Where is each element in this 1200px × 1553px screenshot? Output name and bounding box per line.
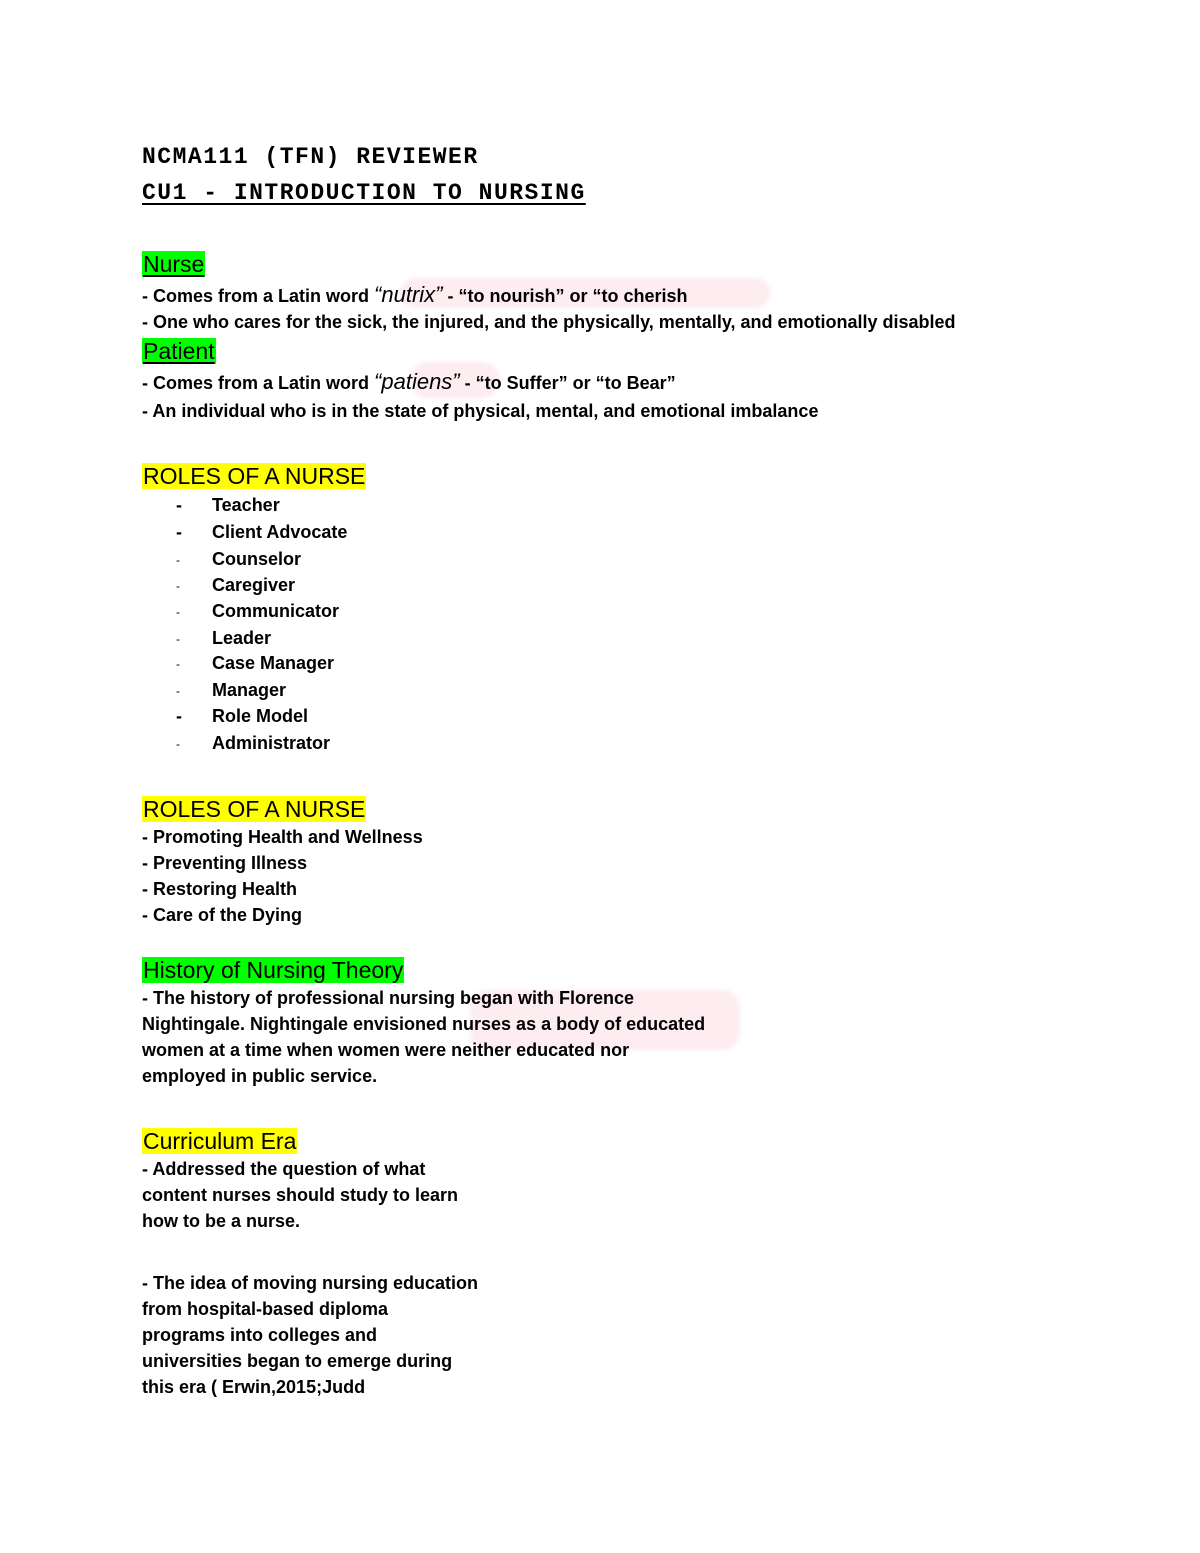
latin-word: “nutrix” — [374, 282, 443, 307]
list-bullet: - — [176, 684, 180, 698]
document-subtitle: CU1 - INTRODUCTION TO NURSING — [142, 180, 586, 206]
nurse-definition-2: - One who cares for the sick, the injured, and the physically, mentally, and emotionally disabled — [142, 312, 956, 332]
section-roles2-heading-wrap — [142, 795, 366, 823]
list-item: Teacher — [212, 495, 280, 515]
history-paragraph-line: employed in public service. — [142, 1066, 378, 1086]
list-item: Administrator — [212, 733, 331, 753]
roles2-item: - Care of the Dying — [142, 905, 303, 925]
list-bullet: - — [176, 657, 180, 671]
list-bullet: - — [176, 553, 180, 567]
section-curriculum-heading-wrap — [142, 1127, 297, 1155]
roles2-item: - Preventing Illness — [142, 853, 308, 873]
section-nurse-heading-wrap — [142, 250, 205, 278]
roles2-item: - Promoting Health and Wellness — [142, 827, 423, 847]
list-bullet: - — [176, 579, 180, 593]
text-fragment: - “to nourish” or “to cherish — [442, 286, 688, 306]
list-bullet: - — [176, 522, 182, 542]
text-fragment: - “to Suffer” or “to Bear” — [459, 373, 676, 393]
curriculum-paragraph-line: content nurses should study to learn — [142, 1185, 459, 1205]
list-bullet: - — [176, 605, 180, 619]
section-heading-history: History of Nursing Theory — [143, 957, 404, 983]
patient-definition-2: - An individual who is in the state of physical, mental, and emotional imbalance — [142, 401, 819, 421]
section-patient-heading-wrap — [142, 337, 216, 365]
text-fragment: - Comes from a Latin word — [142, 373, 375, 393]
list-item: Role Model — [212, 706, 309, 726]
curriculum-paragraph-line: this era ( Erwin,2015;Judd — [142, 1377, 366, 1397]
list-bullet: - — [176, 632, 180, 646]
section-heading-nurse: Nurse — [143, 251, 205, 277]
curriculum-paragraph-line: - The idea of moving nursing education — [142, 1273, 479, 1293]
section-heading-curriculum: Curriculum Era — [143, 1128, 297, 1154]
curriculum-paragraph-line: programs into colleges and — [142, 1325, 378, 1345]
list-bullet: - — [176, 706, 182, 726]
list-bullet: - — [176, 737, 180, 751]
history-paragraph-line: Nightingale. Nightingale envisioned nurses as a body of educated — [142, 1014, 706, 1034]
section-heading-patient: Patient — [143, 338, 215, 364]
latin-word: “patiens” — [374, 369, 460, 394]
history-paragraph-line: - The history of professional nursing began with Florence — [142, 988, 635, 1008]
list-item: Caregiver — [212, 575, 296, 595]
curriculum-paragraph-line: from hospital-based diploma — [142, 1299, 389, 1319]
text-fragment: - Comes from a Latin word — [142, 286, 375, 306]
history-paragraph-line: women at a time when women were neither educated nor — [142, 1040, 630, 1060]
list-item: Communicator — [212, 601, 340, 621]
nurse-definition-1 — [142, 284, 688, 307]
curriculum-paragraph-line: how to be a nurse. — [142, 1211, 301, 1231]
roles2-item: - Restoring Health — [142, 879, 298, 899]
patient-definition-1 — [142, 371, 676, 394]
list-bullet: - — [176, 495, 182, 515]
list-item: Counselor — [212, 549, 302, 569]
section-roles-heading-wrap — [142, 462, 366, 490]
curriculum-paragraph-line: - Addressed the question of what — [142, 1159, 426, 1179]
section-history-heading-wrap — [142, 956, 404, 984]
list-item: Leader — [212, 628, 272, 648]
list-item: Manager — [212, 680, 287, 700]
list-item: Case Manager — [212, 653, 335, 673]
section-heading-roles: ROLES OF A NURSE — [143, 463, 366, 489]
list-item: Client Advocate — [212, 522, 348, 542]
document-title: NCMA111 (TFN) REVIEWER — [142, 144, 479, 170]
section-heading-roles-2: ROLES OF A NURSE — [143, 796, 366, 822]
curriculum-paragraph-line: universities began to emerge during — [142, 1351, 453, 1371]
